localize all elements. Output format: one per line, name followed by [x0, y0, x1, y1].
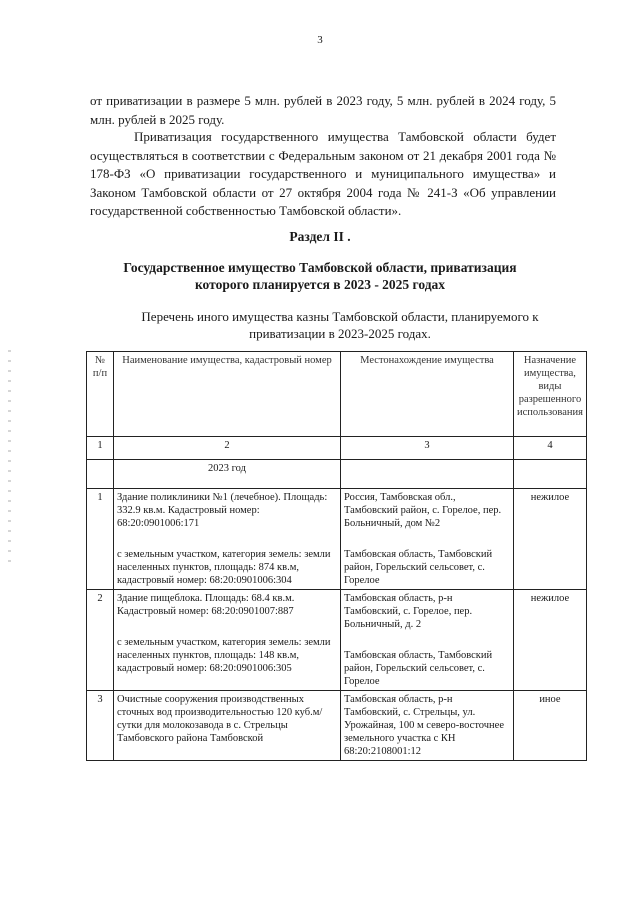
table-caption: Перечень иного имущества казны Тамбовской области, планируемого к приватизации в 2023-2025 годах.: [141, 309, 539, 341]
property-name: Здание пищеблока. Площадь: 68.4 кв.м. Кадастровый номер: 68:20:0901007:887: [117, 593, 295, 617]
property-location-cell: [341, 691, 514, 761]
property-location: Тамбовская область, р-н Тамбовский, с. Горелое, пер. Больничный, д. 2: [344, 593, 473, 630]
property-table: [86, 351, 587, 761]
year-label: 2023 год: [114, 460, 341, 489]
property-name: Здание поликлиники №1 (лечебное). Площадь: 332.9 кв.м. Кадастровый номер: 68:20:0901006:171: [117, 492, 328, 529]
property-name: Очистные сооружения производственных сточных вод производительностью 120 куб.м/сутки для молокозавода в с. Стрельцы Тамбовского района Тамбовской: [117, 694, 323, 744]
table-header-row: [87, 352, 587, 437]
header-name: Наименование имущества, кадастровый номер: [114, 352, 341, 437]
land-plot-description: с земельным участком, категория земель: земли населенных пунктов, площадь: 148 кв.м, кадастровый номер: 68:20:0901006:305: [117, 637, 331, 674]
property-location-cell: [341, 489, 514, 590]
intro-paragraph-2: Приватизация государственного имущества Тамбовской области будет осуществляться в соответствии с Федеральным законом от 21 декабря 2001 года № 178-ФЗ «О приватизации государственного и муниципального имущества» и Законом Тамбовской области от 27 октября 2004 года № 241-З «Об управлении государственной собственностью Тамбовской области».: [90, 129, 556, 218]
property-purpose: иное: [514, 691, 587, 761]
table-row: [87, 691, 587, 761]
header-purpose: Назначение имущества, виды разрешенного использования: [514, 352, 587, 437]
land-plot-location: Тамбовская область, Тамбовский район, Горельский сельсовет, с. Горелое: [344, 650, 493, 687]
property-purpose: нежилое: [514, 489, 587, 590]
land-plot-description: с земельным участком, категория земель: земли населенных пунктов, площадь: 874 кв.м, кадастровый номер: 68:20:0901006:304: [117, 549, 331, 586]
table-row: [87, 489, 587, 590]
column-number: 2: [114, 437, 341, 460]
column-number: 4: [514, 437, 587, 460]
scan-edge-artifact: [8, 350, 11, 570]
column-number: 1: [87, 437, 114, 460]
column-number: 3: [341, 437, 514, 460]
property-location-cell: [341, 590, 514, 691]
row-number: 3: [87, 691, 114, 761]
property-purpose: нежилое: [514, 590, 587, 691]
property-name-cell: [114, 489, 341, 590]
property-location: Россия, Тамбовская обл., Тамбовский район, с. Горелое, пер. Больничный, дом №2: [344, 492, 502, 529]
land-plot-location: Тамбовская область, Тамбовский район, Горельский сельсовет, с. Горелое: [344, 549, 493, 586]
section-heading: Раздел II .: [289, 229, 351, 244]
header-number: № п/п: [87, 352, 114, 437]
row-number: 1: [87, 489, 114, 590]
section-title: Государственное имущество Тамбовской области, приватизация которого планируется в 2023 - 2025 годах: [123, 260, 517, 292]
table-row: [87, 590, 587, 691]
page-number: 3: [317, 34, 323, 46]
row-number: 2: [87, 590, 114, 691]
property-name-cell: [114, 590, 341, 691]
year-row: [87, 460, 587, 489]
column-number-row: [87, 437, 587, 460]
property-location: Тамбовская область, р-н Тамбовский, с. Стрельцы, ул. Урожайная, 100 м северо-восточнее земельного участка с КН 68:20:2108001:12: [344, 694, 504, 757]
intro-paragraph-1: от приватизации в размере 5 млн. рублей в 2023 году, 5 млн. рублей в 2024 году, 5 млн. рублей в 2025 году.: [90, 93, 556, 127]
property-name-cell: [114, 691, 341, 761]
header-location: Местонахождение имущества: [341, 352, 514, 437]
